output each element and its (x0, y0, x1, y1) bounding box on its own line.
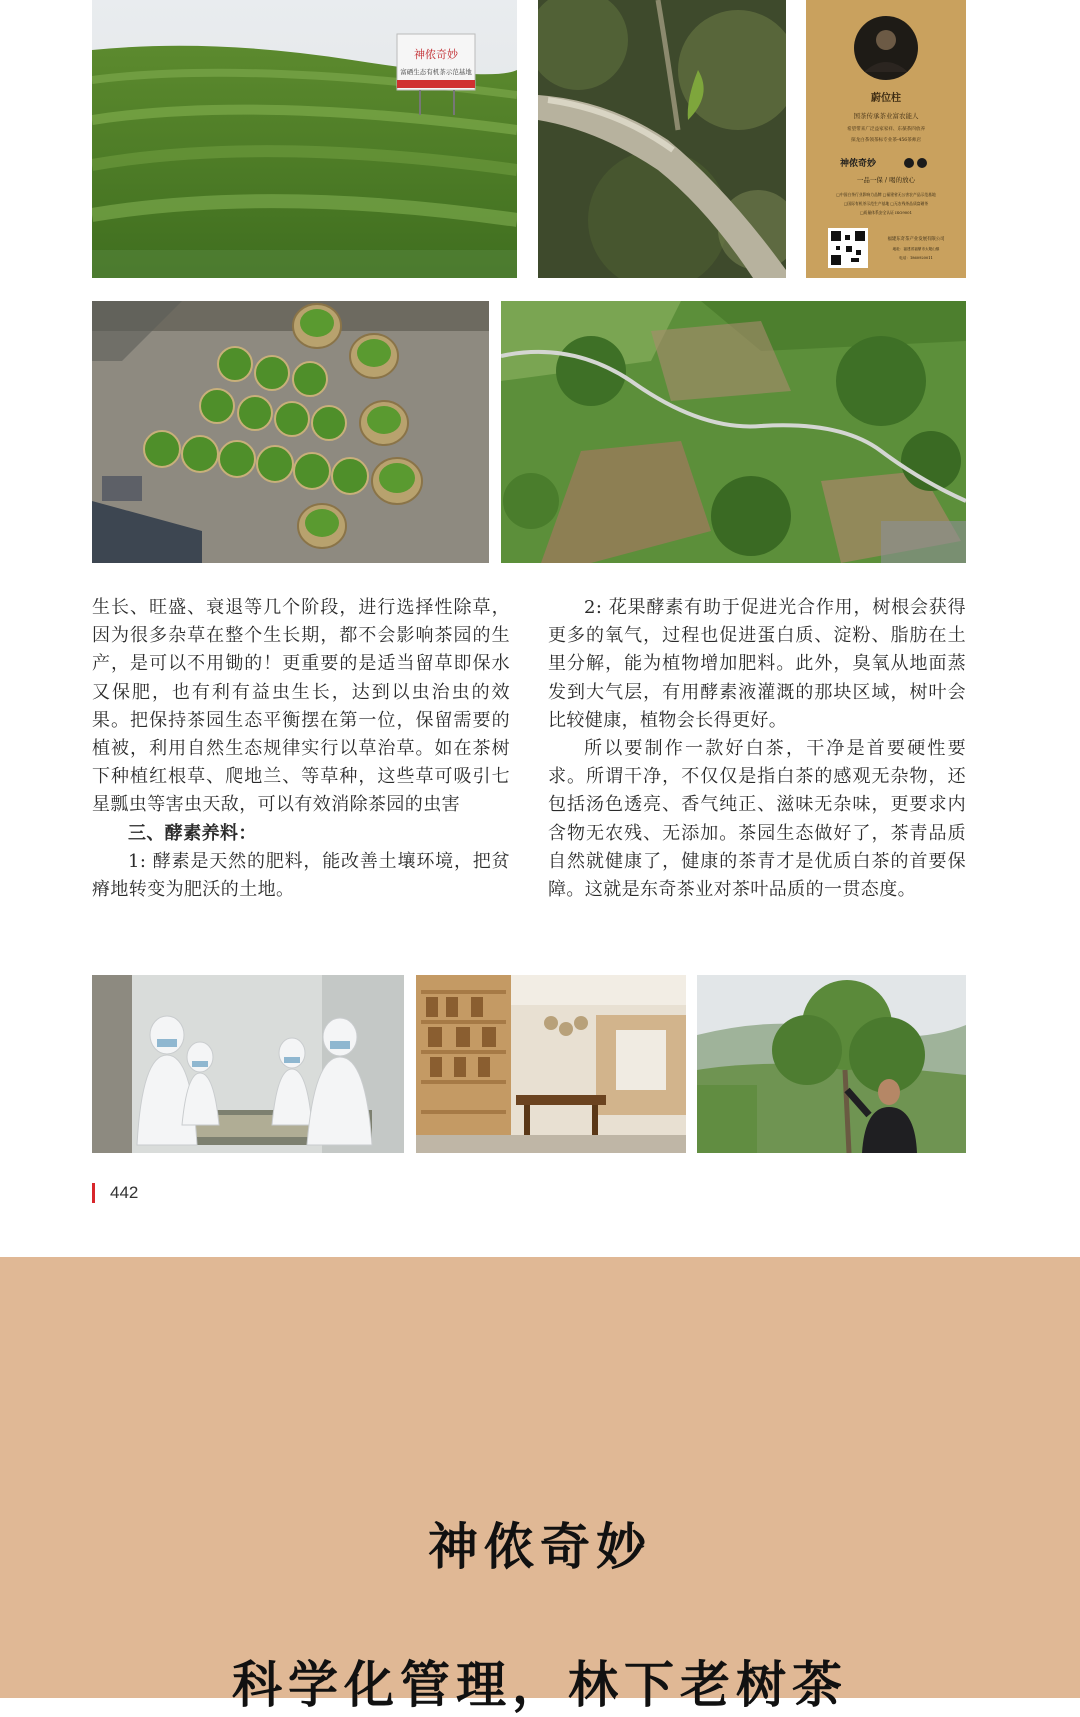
man-inspecting-tree-photo (697, 975, 966, 1153)
card-title-line: 国茶传承茶业富农能人 (853, 112, 919, 120)
card-desc-1: 希望带来广泛益家家祥、东葆茶四放养 (846, 127, 926, 132)
qr-code (828, 228, 868, 268)
aerial-landscape-photo (501, 301, 966, 563)
banner-subtitle: 科学化管理，林下老树茶 (232, 1656, 848, 1714)
card-slogan: 一品一保 / 喝的放心 (856, 176, 916, 184)
card-company: 福建东奇茶产业发展有限公司 (887, 237, 945, 242)
sign-subtext: 富硒生态有机茶示范基地 (400, 68, 472, 76)
card-brand: 神侬奇妙 (839, 159, 877, 169)
left-paragraph-2: 1: 酵素是天然的肥料，能改善土壤环境，把贫瘠地转变为肥沃的土地。 (92, 850, 510, 901)
card-phone: 电话：1860920011 (899, 256, 933, 260)
right-paragraph-1: 2: 花果酵素有助于促进光合作用，树根会获得更多的氧气，过程也促进蛋白质、淀粉、脂肪在土里分解，能为植物增加肥料。此外，臭氧从地面蒸发到大气层，有用酵素液灌溉的那块区域，树叶会比较健康，植物会长得更好。 (548, 597, 966, 731)
card-bullet-2: □国际有机茶示范生产基地 □无农残茶品质富硒茶 (843, 201, 929, 206)
tea-shop-interior-photo (416, 975, 686, 1153)
left-paragraph-1: 生长、旺盛、衰退等几个阶段，进行选择性除草，因为很多杂草在整个生长期，都不会影响茶园的生产，是可以不用锄的！更重要的是适当留草即保水又保肥，也有利有益虫生长，达到以虫治虫的效果。把保持茶园生态平衡摆在第一位，保留需要的植被，利用自然生态规律实行以草治草。如在茶树下种植红根草、爬地兰、等草种，这些草可吸引七星瓢虫等害虫天敌，可以有效消除茶园的虫害 (92, 597, 510, 816)
article-right-column (548, 594, 966, 904)
card-bullet-1: □中国白茶行业影响力品牌 □福建省无公害农产品示范基地 (836, 192, 936, 197)
banner-title: 神侬奇妙 (428, 1518, 652, 1576)
card-address: 地址：福建省福鼎市太姥山镇 (892, 247, 940, 251)
promo-card (806, 0, 966, 278)
card-name: 蔚位柱 (871, 93, 901, 104)
page-number: 442 (92, 1182, 138, 1204)
sign-brand: 神侬奇妙 (414, 48, 458, 61)
tea-sorting-workers-photo (92, 975, 404, 1153)
card-bullet-3: □质量体系安全认证 ISO9001 (859, 210, 913, 215)
right-paragraph-2: 所以要制作一款好白茶，干净是首要硬性要求。所谓干净，不仅仅是指白茶的感观无杂物，还包括汤色透亮、香气纯正、滋味无杂味，更要求内含物无农残、无添加。茶园生态做好了，茶青品质自然就健康了，健康的茶青才是优质白茶的首要保障。这就是东奇茶业对茶叶品质的一贯态度。 (548, 738, 966, 901)
section-heading-enzyme: 三、酵素养料： (128, 822, 257, 844)
card-desc-2: 探龙白茶领茶标专业茶-456茶师店 (850, 138, 922, 143)
tea-drying-trays-photo (92, 301, 489, 563)
tree-branch-photo (538, 0, 786, 278)
tea-garden-photo (92, 0, 517, 278)
bottom-banner (0, 1257, 1080, 1714)
article-left-column (92, 594, 510, 904)
